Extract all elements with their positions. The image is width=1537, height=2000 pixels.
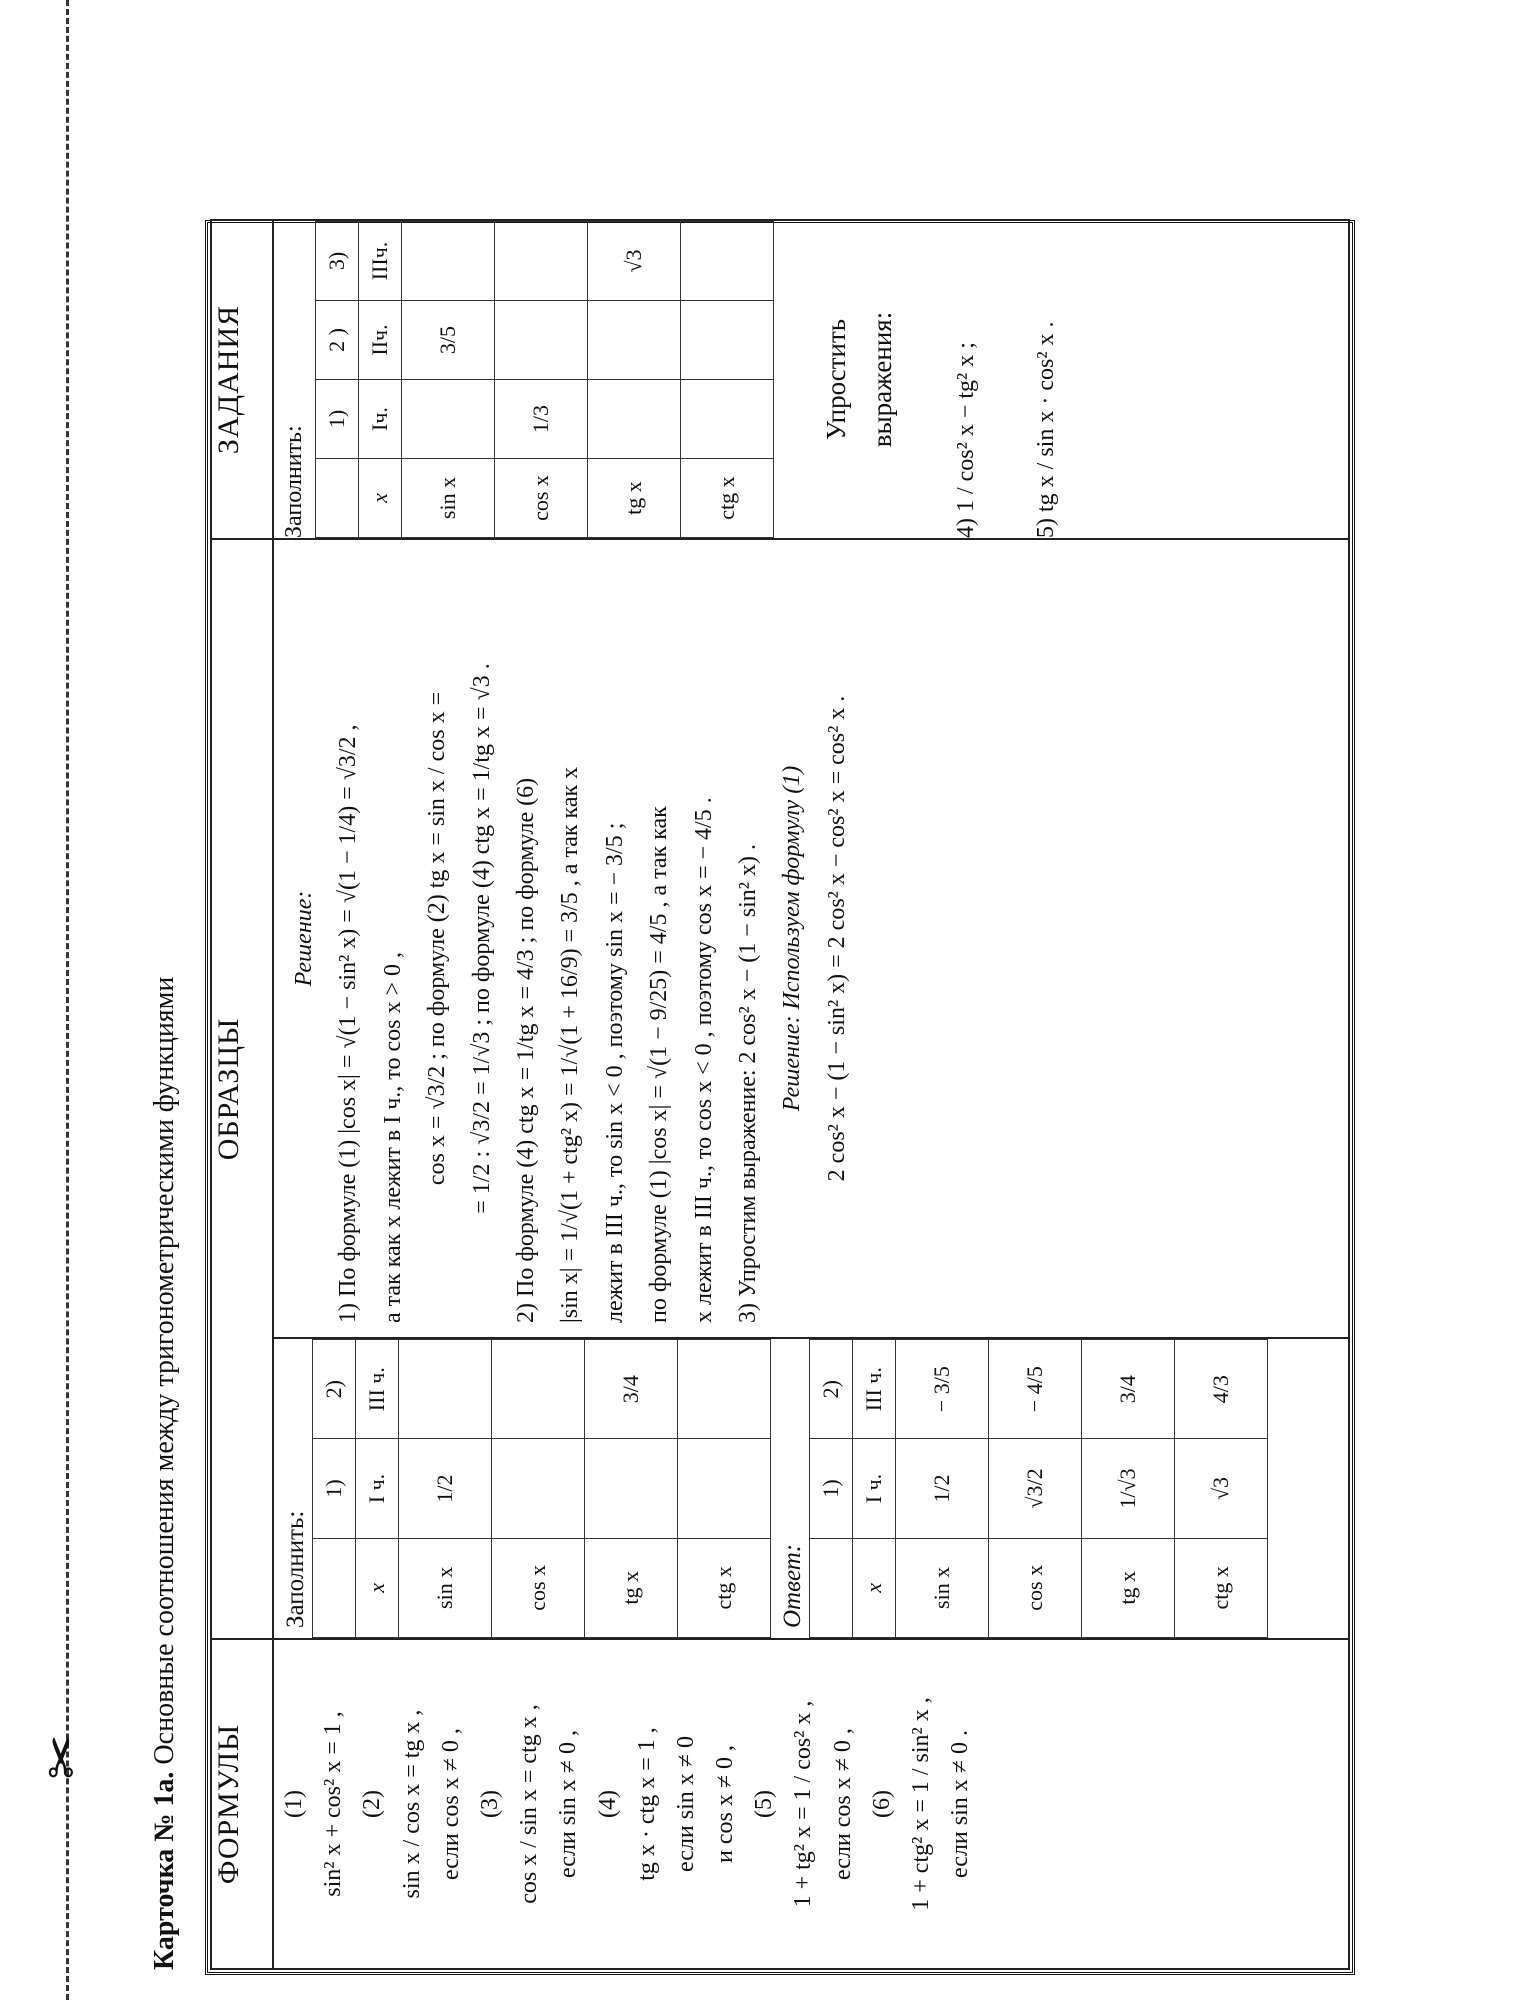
example-fill-label: Заполнить: (282, 1510, 309, 1628)
table-cell: 1/√3 (1082, 1439, 1175, 1538)
table-cell: x (356, 1538, 399, 1637)
formula-line: sin² x + cos² x = 1 , (320, 1711, 347, 1897)
table-cell: 4/3 (1175, 1340, 1268, 1439)
table-cell: 1) (810, 1439, 853, 1538)
table-cell: 2 ) (315, 301, 358, 380)
formula-line: (2) (359, 1790, 386, 1818)
solution-text (274, 540, 1348, 1338)
table-cell (587, 380, 680, 459)
formula-line: если sin x ≠ 0 (672, 1736, 699, 1872)
table-cell: cos x (492, 1538, 585, 1637)
table-cell: 1/2 (399, 1439, 492, 1538)
table-cell: x (853, 1538, 896, 1637)
table-cell: x (358, 459, 401, 538)
table-cell: ctg x (678, 1538, 771, 1637)
table-cell (399, 1340, 492, 1439)
header-formulas: ФОРМУЛЫ (211, 1639, 273, 1969)
samples-column (273, 539, 1349, 1639)
table-cell: 1/2 (896, 1439, 989, 1538)
formula-line: (4) (594, 1790, 621, 1818)
table-cell: tg x (1082, 1538, 1175, 1637)
table-cell: − 4/5 (989, 1340, 1082, 1439)
cut-line (66, 0, 69, 2000)
table-cell: IIIч. (358, 222, 401, 301)
task-fill-label: Заполнить: (281, 425, 307, 538)
solution-line: x лежит в III ч., то cos x < 0 , поэтому cos x = − 4/5 . (690, 797, 717, 1323)
solution-line: 3) Упростим выражение: 2 cos² x − (1 − sin² x) . (734, 844, 761, 1323)
formula-line: если sin x ≠ 0 . (947, 1730, 974, 1878)
table-cell (587, 301, 680, 380)
formula-line: если cos x ≠ 0 , (437, 1728, 464, 1880)
example-answer-label: Ответ: (779, 1543, 806, 1628)
table-cell: 3/5 (401, 301, 494, 380)
formula-line: sin x / cos x = tg x , (398, 1709, 425, 1899)
solution-line: 2) По формуле (4) ctg x = 1/tg x = 4/3 ; по формуле (6) (512, 777, 539, 1323)
rotated-card (140, 185, 1400, 1985)
table-cell: III ч. (356, 1340, 399, 1439)
table-cell (678, 1439, 771, 1538)
table-cell (494, 222, 587, 301)
formulas-column (273, 1639, 1349, 1969)
formula-line: tg x · ctg x = 1 , (633, 1727, 660, 1881)
table-cell: 3/4 (585, 1340, 678, 1439)
table-cell: sin x (896, 1538, 989, 1637)
solution-title: Решение: (291, 890, 317, 987)
solution-line: 1) По формуле (1) |cos x| = √(1 − sin² x) = √(1 − 1/4) = √3/2 , (335, 724, 362, 1323)
formula-line: (3) (476, 1790, 503, 1818)
formula-line: и cos x ≠ 0 , (712, 1745, 739, 1864)
table-cell (313, 1538, 356, 1637)
main-table (210, 219, 1350, 1970)
table-cell: IIч. (358, 301, 401, 380)
table-cell: √3 (587, 222, 680, 301)
table-cell: 2) (810, 1340, 853, 1439)
table-cell: √3/2 (989, 1439, 1082, 1538)
table-cell (315, 459, 358, 538)
table-cell: Iч. (358, 380, 401, 459)
table-cell: 1/3 (494, 380, 587, 459)
table-cell: tg x (585, 1538, 678, 1637)
simplify-item: 4) 1 / cos² x − tg² x ; (952, 342, 979, 538)
solution-line: cos x = √3/2 ; по формуле (2) tg x = sin x / cos x = (424, 691, 451, 1186)
table-cell: sin x (401, 459, 494, 538)
solution-line: лежит в III ч., то sin x < 0 , поэтому sin x = − 3/5 ; (601, 822, 628, 1323)
table-cell: ctg x (680, 459, 773, 538)
table-cell (810, 1538, 853, 1637)
table-cell: sin x (399, 1538, 492, 1637)
simplify-item: 5) tg x / sin x · cos² x . (1033, 321, 1060, 538)
formula-line: 1 + tg² x = 1 / cos² x , (790, 1700, 817, 1908)
tasks-column (273, 220, 1349, 539)
solution-line: а так как x лежит в I ч., то cos x > 0 , (379, 952, 406, 1323)
task-fill-table (315, 221, 774, 538)
simplify-title: выражения: (866, 311, 897, 448)
formula-line: (5) (751, 1790, 778, 1818)
solution-line: = 1/2 : √3/2 = 1/√3 ; по формуле (4) ctg x = 1/tg x = √3 . (468, 663, 495, 1214)
table-cell (680, 301, 773, 380)
table-cell: I ч. (356, 1439, 399, 1538)
example-fill-table (312, 1339, 771, 1638)
formula-line: cos x / sin x = ctg x , (516, 1704, 543, 1904)
solution-line: 2 cos² x − (1 − sin² x) = 2 cos² x − cos² x = cos² x . (823, 695, 850, 1182)
table-cell: 1) (315, 380, 358, 459)
formula-line: (1) (281, 1790, 307, 1818)
solution-line: Решение: Используем формулу (1) (779, 765, 806, 1112)
card-title: Карточка № 1а. Основные соотношения между тригонометрическими функциями (149, 976, 180, 1970)
table-cell (678, 1340, 771, 1439)
table-cell (680, 222, 773, 301)
table-cell: I ч. (853, 1439, 896, 1538)
table-cell: ctg x (1175, 1538, 1268, 1637)
table-cell (401, 222, 494, 301)
table-cell (585, 1439, 678, 1538)
scissors-icon: ✂ (30, 1734, 94, 1780)
card-frame (205, 220, 1355, 1975)
table-cell: cos x (989, 1538, 1082, 1637)
table-cell (492, 1439, 585, 1538)
table-cell (492, 1340, 585, 1439)
table-cell: 3) (315, 222, 358, 301)
formula-line: 1 + ctg² x = 1 / sin² x , (908, 1697, 934, 1911)
example-answer-table (809, 1339, 1268, 1638)
table-cell: 1) (313, 1439, 356, 1538)
table-cell: tg x (587, 459, 680, 538)
table-cell: 3/4 (1082, 1340, 1175, 1439)
solution-line: по формуле (1) |cos x| = √(1 − 9/25) = 4/5 , а так как (646, 806, 673, 1323)
simplify-title: Упростить (820, 318, 851, 441)
header-tasks: ЗАДАНИЯ (211, 220, 273, 539)
table-cell: 2) (313, 1340, 356, 1439)
header-samples: ОБРАЗЦЫ (211, 539, 273, 1639)
table-cell: cos x (494, 459, 587, 538)
table-cell (680, 380, 773, 459)
table-cell (401, 380, 494, 459)
table-cell: √3 (1175, 1439, 1268, 1538)
table-cell: − 3/5 (896, 1340, 989, 1439)
formula-line: если cos x ≠ 0 , (829, 1728, 856, 1880)
table-cell: III ч. (853, 1340, 896, 1439)
solution-line: |sin x| = 1/√(1 + ctg² x) = 1/√(1 + 16/9) = 3/5 , а так как x (557, 766, 584, 1323)
table-cell (494, 301, 587, 380)
formula-line: если sin x ≠ 0 , (555, 1730, 582, 1878)
sample-tables (274, 1338, 1348, 1638)
formula-line: (6) (868, 1790, 895, 1818)
